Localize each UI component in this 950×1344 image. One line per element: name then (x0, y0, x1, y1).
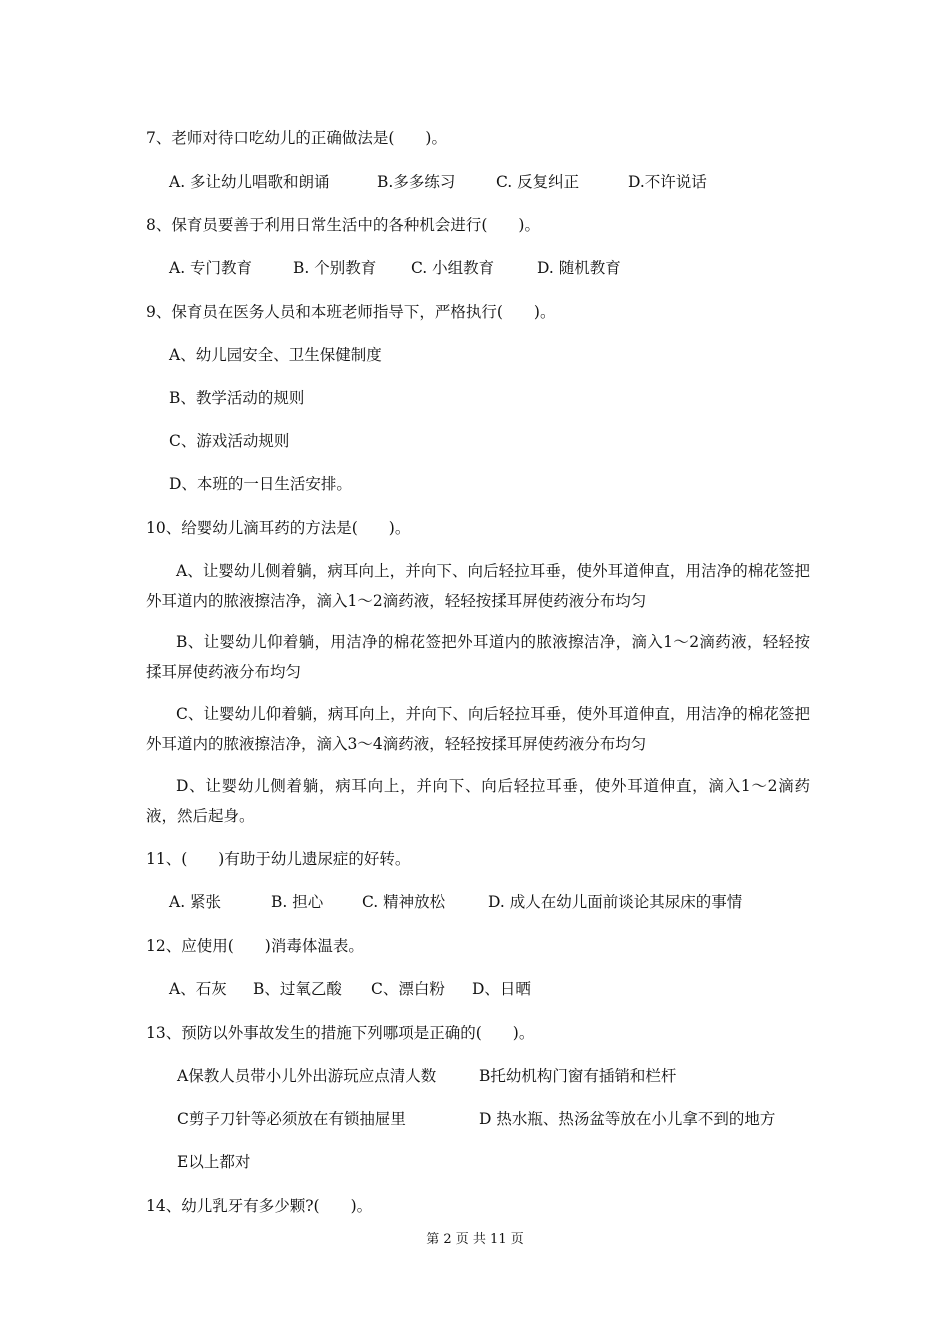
option-c: C剪子刀针等必须放在有锁抽屉里 (177, 1110, 406, 1128)
option-d: D. 随机教育 (537, 259, 621, 277)
question-9-option-b: B、教学活动的规则 (169, 389, 305, 407)
option-c: C. 精神放松 (362, 893, 446, 911)
question-9-option-a: A、幼儿园安全、卫生保健制度 (169, 346, 382, 364)
option-c: C. 小组教育 (411, 259, 495, 277)
question-10-option-b: B、让婴幼儿仰着躺，用洁净的棉花签把外耳道内的脓液擦洁净，滴入1～2滴药液，轻轻按揉耳屏使药液分布均匀 (146, 633, 810, 681)
question-10-option-c: C、让婴幼儿仰着躺，病耳向上，并向下、向后轻拉耳垂，使外耳道伸直，用洁净的棉花签把外耳道内的脓液擦洁净，滴入3～4滴药液，轻轻按揉耳屏使药液分布均匀 (146, 705, 810, 753)
question-13-option-e: E以上都对 (177, 1153, 251, 1171)
option-b: B.多多练习 (377, 173, 456, 191)
question-13-options-row-2 (177, 1109, 775, 1129)
question-11-options (169, 892, 742, 912)
question-9-option-d: D、本班的一日生活安排。 (169, 475, 352, 493)
option-b: B. 担心 (271, 893, 324, 911)
question-9-option-c: C、游戏活动规则 (169, 432, 290, 450)
option-c: C. 反复纠正 (496, 173, 580, 191)
question-8-stem: 8、保育员要善于利用日常生活中的各种机会进行( )。 (146, 216, 540, 234)
question-8-options (169, 258, 621, 278)
option-a: A、石灰 (169, 980, 227, 998)
question-12-stem: 12、应使用( )消毒体温表。 (146, 937, 364, 955)
option-a: A. 专门教育 (169, 259, 253, 277)
question-11-stem: 11、( )有助于幼儿遗尿症的好转。 (146, 850, 411, 868)
option-a: A. 紧张 (169, 893, 222, 911)
question-12-options (169, 979, 531, 999)
question-7-options (169, 172, 707, 192)
option-a: A. 多让幼儿唱歌和朗诵 (169, 173, 330, 191)
question-10-option-d: D、让婴幼儿侧着躺，病耳向上，并向下、向后轻拉耳垂，使外耳道伸直，滴入1～2滴药液，然后起身。 (146, 777, 810, 825)
option-a: A保教人员带小儿外出游玩应点清人数 (177, 1067, 437, 1085)
option-b: B、过氧乙酸 (253, 980, 342, 998)
question-10-option-a: A、让婴幼儿侧着躺，病耳向上，并向下、向后轻拉耳垂，使外耳道伸直，用洁净的棉花签把外耳道内的脓液擦洁净，滴入1～2滴药液，轻轻按揉耳屏使药液分布均匀 (146, 562, 810, 610)
option-b: B. 个别教育 (293, 259, 377, 277)
page-footer: 第 2 页 共 11 页 (426, 1232, 524, 1247)
question-13-stem: 13、预防以外事故发生的措施下列哪项是正确的( )。 (146, 1024, 535, 1042)
option-d: D、日晒 (472, 980, 531, 998)
option-b: B托幼机构门窗有插销和栏杆 (479, 1067, 677, 1085)
option-d: D. 成人在幼儿面前谈论其尿床的事情 (488, 893, 743, 911)
question-7-stem: 7、老师对待口吃幼儿的正确做法是( )。 (146, 129, 447, 147)
question-13-options-row-1 (177, 1066, 676, 1086)
option-d: D.不许说话 (628, 173, 707, 191)
question-14-stem: 14、幼儿乳牙有多少颗?( )。 (146, 1197, 373, 1215)
question-10-stem: 10、给婴幼儿滴耳药的方法是( )。 (146, 519, 411, 537)
option-d: D 热水瓶、热汤盆等放在小儿拿不到的地方 (479, 1110, 776, 1128)
option-c: C、漂白粉 (371, 980, 445, 998)
question-9-stem: 9、保育员在医务人员和本班老师指导下，严格执行( )。 (146, 303, 556, 321)
